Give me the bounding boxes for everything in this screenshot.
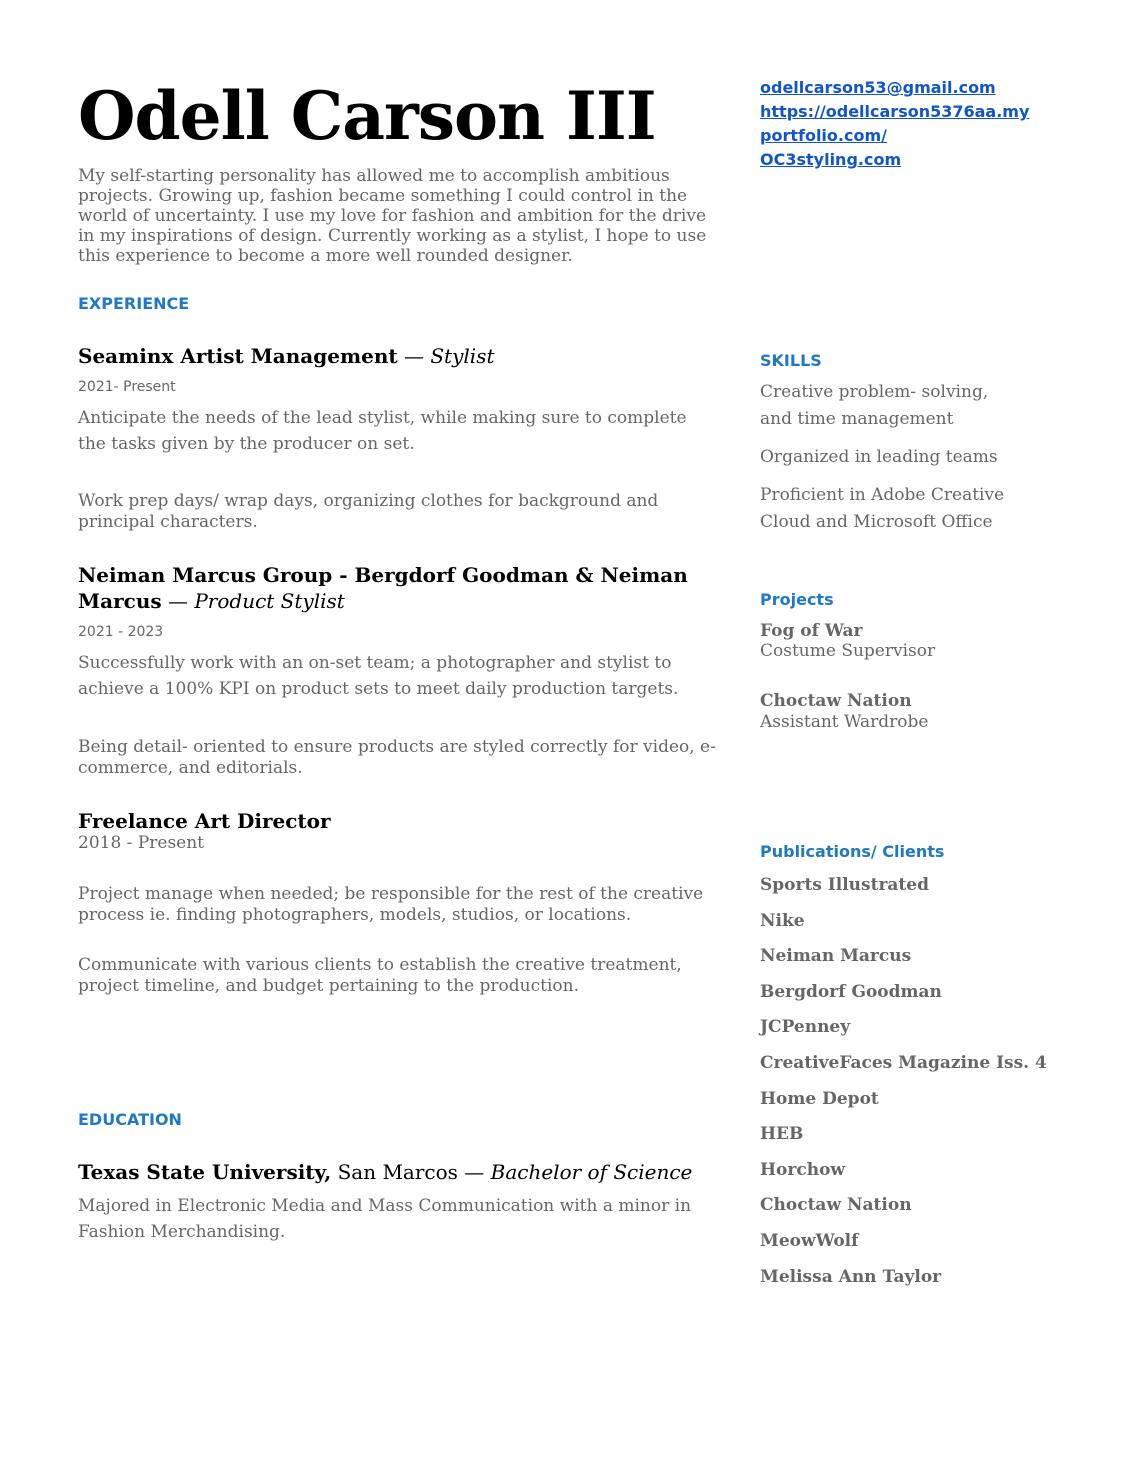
- job-bullet: Work prep days/ wrap days, organizing clothes for background and principal characters.: [78, 491, 659, 532]
- job-dates: 2021- Present: [78, 379, 176, 395]
- job-dates: 2018 - Present: [78, 833, 205, 853]
- job-role: Product Stylist: [194, 589, 345, 613]
- degree-name: Bachelor of Science: [490, 1160, 693, 1184]
- job-title-neiman-marcus: [78, 562, 698, 614]
- project-role: Costume Supervisor: [760, 641, 936, 661]
- summary-paragraph: My self-starting personality has allowed me to accomplish ambitious projects. Growing up, fashion became something I could control in the world of uncertainty. I use my love for fashion and ambition for the drive in my inspirations of design. Currently working as a stylist, I hope to use this experience to become a more well rounded designer.: [78, 166, 707, 266]
- education-heading: EDUCATION: [78, 1110, 182, 1129]
- title-separator: —: [397, 344, 431, 368]
- client-item: Home Depot: [760, 1088, 879, 1109]
- job-bullet: Communicate with various clients to establish the creative treatment, project timeline, and budget pertaining to the production.: [78, 955, 682, 996]
- project-title: Choctaw Nation: [760, 691, 912, 711]
- job-bullet: Successfully work with an on-set team; a photographer and stylist to achieve a 100% KPI on product sets to meet daily production targets.: [78, 653, 679, 699]
- school-location: San Marcos: [331, 1160, 458, 1184]
- client-item: HEB: [760, 1124, 804, 1145]
- company-name: Seaminx Artist Management: [78, 344, 398, 368]
- client-item: CreativeFaces Magazine Iss. 4: [760, 1052, 1047, 1073]
- job-title-freelance: Freelance Art Director: [78, 809, 331, 833]
- company-name: Neiman Marcus Group - Bergdorf Goodman & Neiman Marcus: [78, 563, 688, 613]
- resume-name: Odell Carson III: [78, 77, 656, 155]
- projects-heading: Projects: [760, 590, 834, 609]
- skills-heading: SKILLS: [760, 351, 822, 370]
- job-bullet: Being detail- oriented to ensure products are styled correctly for video, e-commerce, and editorials.: [78, 737, 716, 778]
- portfolio-link[interactable]: https://odellcarson5376aa.myportfolio.com/: [760, 102, 1030, 145]
- job-bullet: Anticipate the needs of the lead stylist, while making sure to complete the tasks given by the producer on set.: [78, 408, 687, 454]
- job-role: Stylist: [430, 344, 495, 368]
- contact-block: [760, 76, 1030, 172]
- client-item: Melissa Ann Taylor: [760, 1266, 942, 1287]
- skill-item: Organized in leading teams: [760, 447, 998, 467]
- email-link[interactable]: odellcarson53@gmail.com: [760, 78, 996, 97]
- experience-heading: EXPERIENCE: [78, 294, 190, 313]
- client-item: MeowWolf: [760, 1230, 859, 1251]
- website-link[interactable]: OC3styling.com: [760, 150, 902, 169]
- education-title: [78, 1159, 718, 1185]
- project-role: Assistant Wardrobe: [760, 712, 929, 732]
- client-item: Choctaw Nation: [760, 1195, 912, 1216]
- project-title: Fog of War: [760, 621, 863, 641]
- job-bullet: Project manage when needed; be responsible for the rest of the creative process ie. finding photographers, models, studios, or locations.: [78, 884, 704, 925]
- school-name: Texas State University,: [78, 1160, 332, 1184]
- publications-heading: Publications/ Clients: [760, 842, 945, 861]
- skill-item: Proficient in Adobe Creative Cloud and Microsoft Office: [760, 485, 1005, 532]
- title-separator: —: [161, 589, 195, 613]
- skill-item: Creative problem- solving, and time management: [760, 382, 989, 429]
- publications-list: [760, 868, 1080, 1295]
- job-title-seaminx: [78, 343, 718, 369]
- client-item: Nike: [760, 910, 805, 931]
- title-separator: —: [457, 1160, 491, 1184]
- job-dates: 2021 - 2023: [78, 624, 164, 640]
- client-item: Bergdorf Goodman: [760, 981, 942, 1002]
- client-item: JCPenney: [760, 1017, 851, 1038]
- client-item: Neiman Marcus: [760, 946, 912, 967]
- client-item: Horchow: [760, 1159, 846, 1180]
- education-description: Majored in Electronic Media and Mass Communication with a minor in Fashion Merchandising.: [78, 1196, 692, 1242]
- client-item: Sports Illustrated: [760, 875, 929, 895]
